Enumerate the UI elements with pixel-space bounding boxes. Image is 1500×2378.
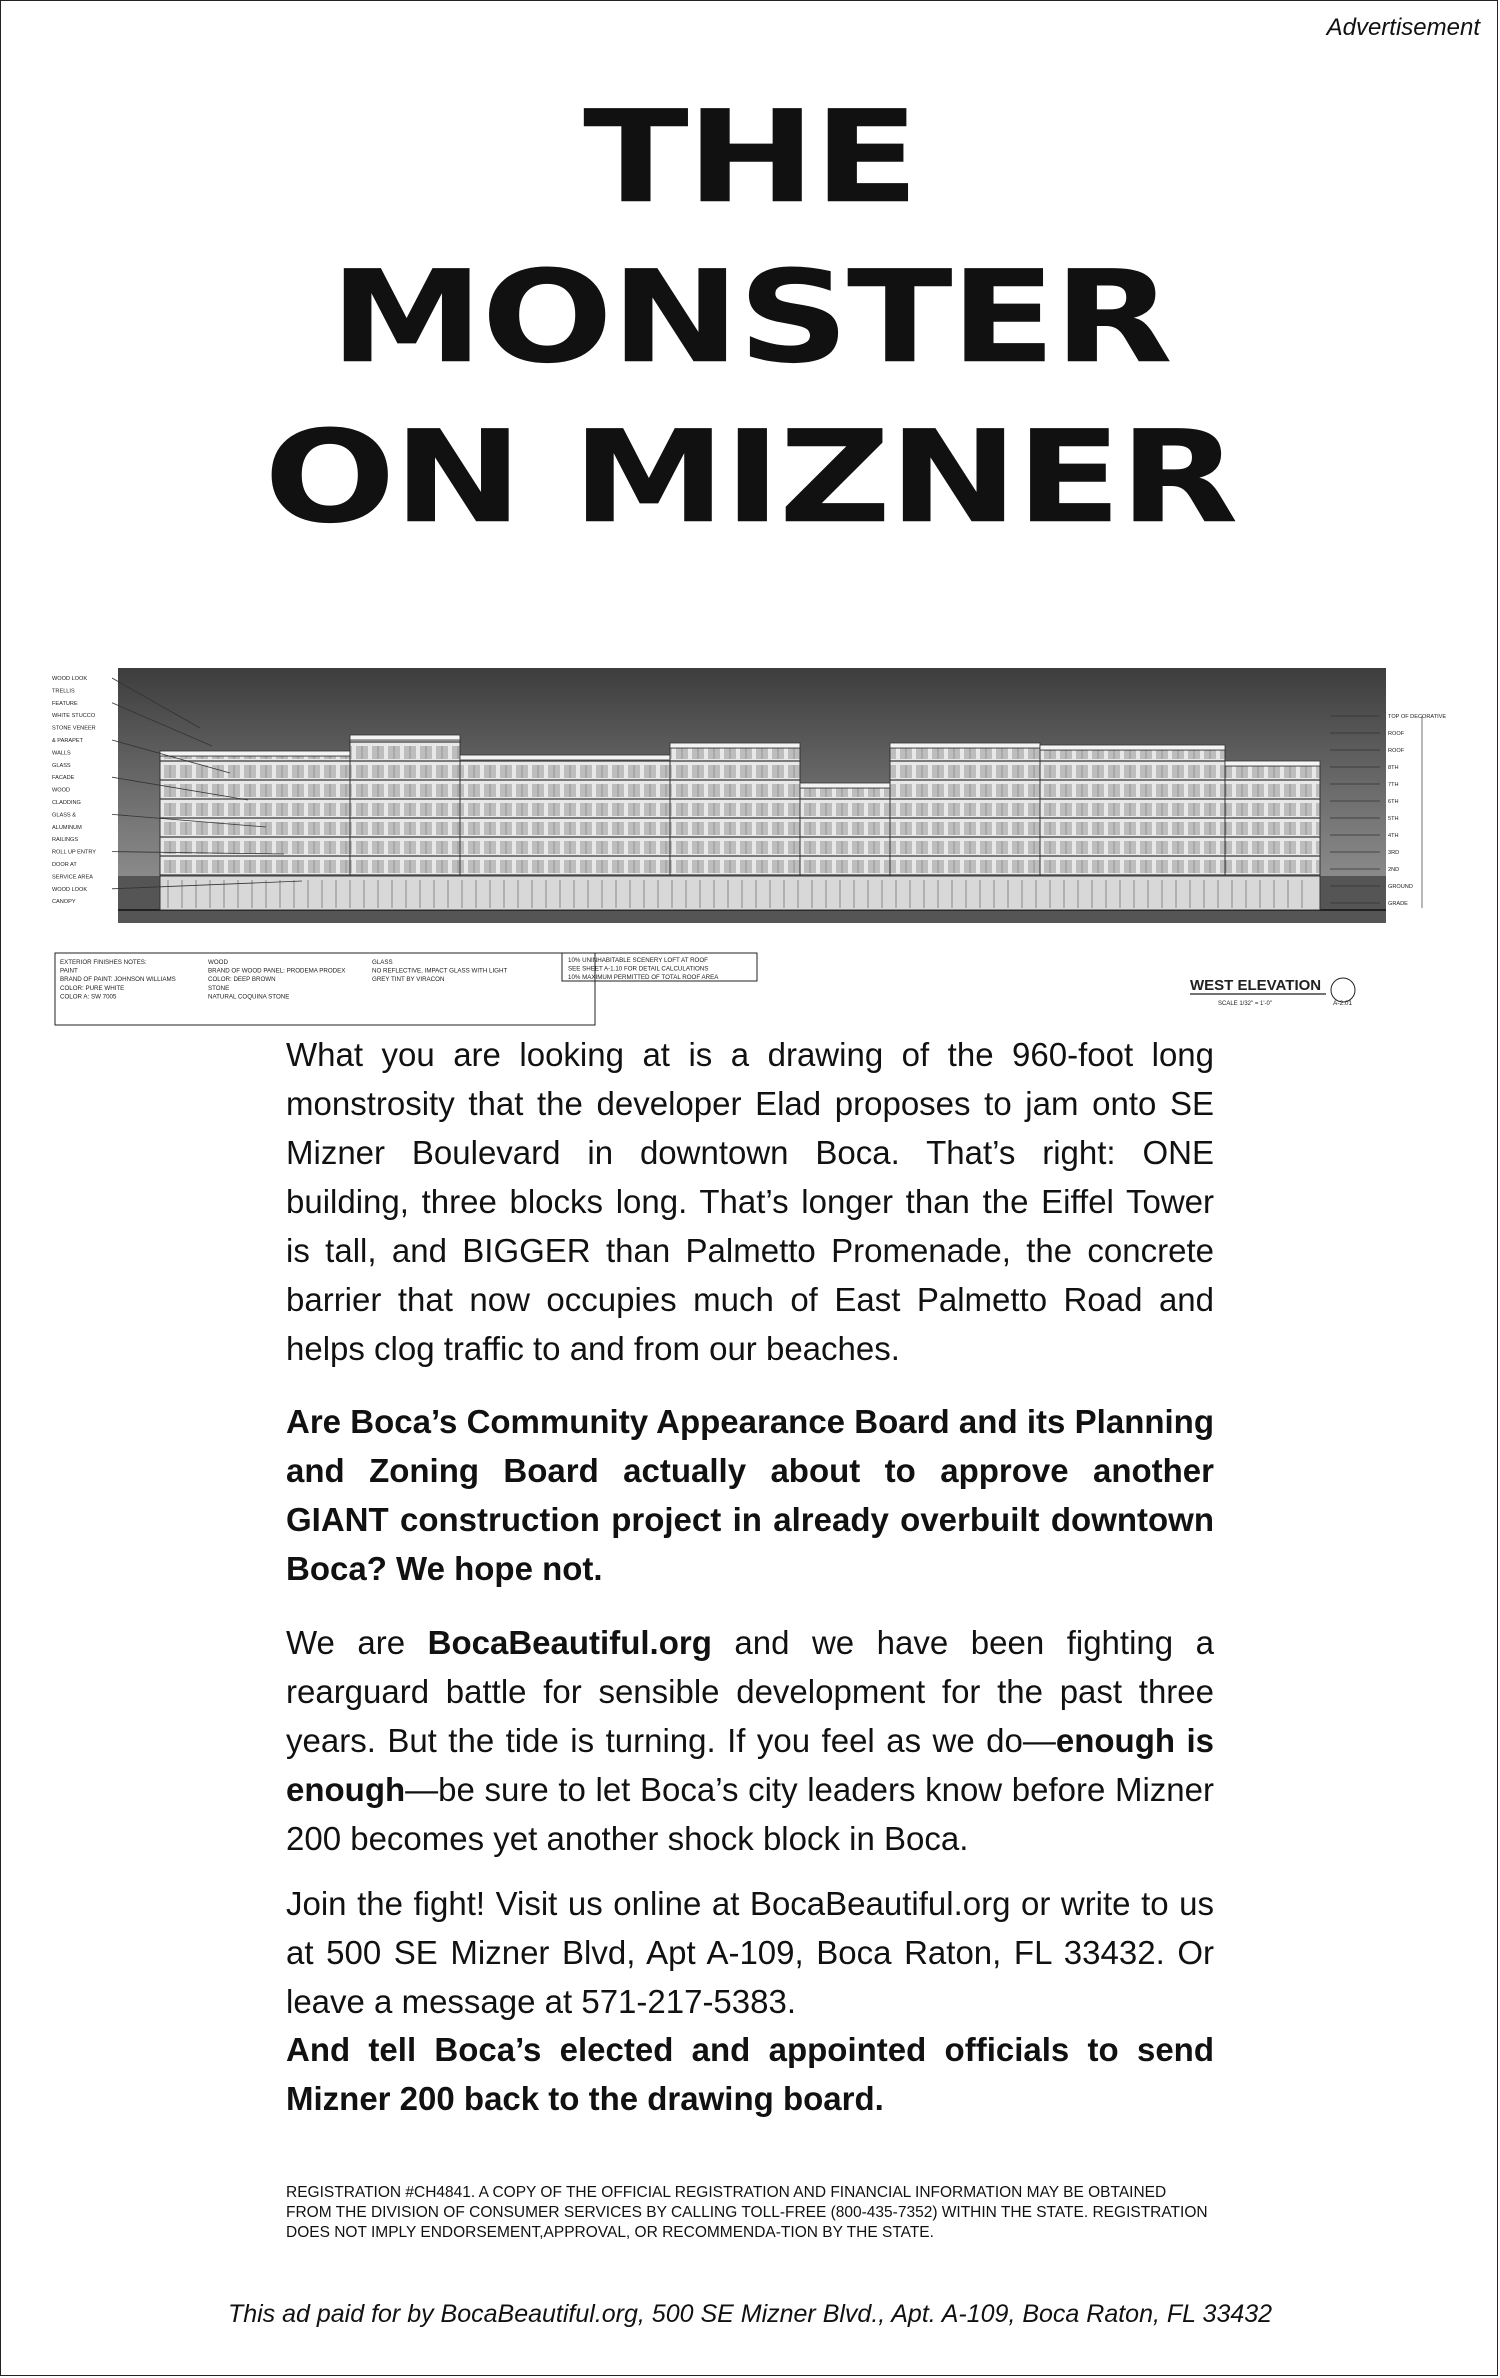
finish-note: PAINT (60, 967, 78, 975)
elevation-title: WEST ELEVATION (1190, 977, 1322, 994)
left-callout-label: & PARAPET (52, 738, 83, 744)
parapet (890, 743, 1040, 748)
podium-base (160, 876, 1320, 910)
headline (0, 78, 1500, 558)
finish-note: 10% UNINHABITABLE SCENERY LOFT AT ROOF (568, 957, 708, 964)
parapet (1225, 761, 1320, 766)
advertisement-label: Advertisement (1326, 14, 1480, 41)
left-callout-label: WOOD LOOK (52, 676, 88, 682)
left-callout-label: WOOD LOOK (52, 886, 88, 893)
paid-for-by-footer: This ad paid for by BocaBeautiful.org, 500 SE Mizner Blvd., Apt. A-109, Boca Raton, FL 33432 (227, 2300, 1273, 2328)
level-mark-label: 4TH (1388, 833, 1399, 839)
parapet (800, 783, 890, 788)
left-callout-label: TRELLIS (52, 688, 75, 695)
left-callout-label: RAILINGS (52, 837, 79, 844)
level-mark-label: ROOF (1388, 731, 1405, 737)
headline-line-3: ON MIZNER (263, 403, 1237, 553)
left-callout-label: DOOR AT (52, 862, 77, 868)
left-callout-label: FACADE (52, 775, 75, 782)
finish-note: COLOR: PURE WHITE (60, 984, 125, 992)
registration-disclaimer: REGISTRATION #CH4841. A COPY OF THE OFFICIAL REGISTRATION AND FINANCIAL INFORMATION MAY BE OBTAINED FROM THE DIVISION OF CONSUMER SERVICES BY CALLING TOLL-FREE (800-435-7352) WITHIN THE STATE. REGISTRATION DOES NOT IMPLY ENDORSEMENT,APPROVAL, OR RECOMMENDA-TION BY THE STATE. (286, 2184, 1208, 2241)
left-callouts (52, 676, 96, 905)
body-paragraph-5: And tell Boca’s elected and appointed officials to send Mizner 200 back to the drawing board. (286, 2031, 1214, 2117)
level-mark-label: 7TH (1388, 782, 1399, 788)
finish-note: BRAND OF WOOD PANEL: PRODEMA PRODEX (208, 967, 346, 975)
level-mark-label: GROUND (1388, 884, 1413, 890)
left-callout-label: FEATURE (52, 700, 78, 707)
elevation-scale: SCALE 1/32" = 1'-0" (1218, 1001, 1272, 1007)
level-mark-label: 2ND (1388, 867, 1400, 873)
left-callout-label: WHITE STUCCO (52, 713, 96, 720)
left-callout-label: CLADDING (52, 800, 81, 806)
left-callout-label: CANOPY (52, 899, 76, 906)
finish-note: 10% MAXIMUM PERMITTED OF TOTAL ROOF AREA (568, 974, 719, 982)
left-callout-label: ALUMINUM (52, 824, 82, 831)
body-paragraph-3 (286, 1618, 1214, 1863)
building-masses (160, 735, 1320, 910)
west-elevation-drawing (50, 668, 1450, 1038)
parapet (460, 755, 675, 760)
finish-note: BRAND OF PAINT: JOHNSON WILLIAMS (60, 976, 176, 984)
level-mark-label: GRADE (1388, 901, 1408, 907)
parapet (670, 743, 800, 748)
left-callout-label: WALLS (52, 750, 71, 757)
finish-note: GREY TINT BY VIRACON (372, 976, 445, 984)
level-mark-label: 6TH (1388, 799, 1399, 805)
p3-part-1: We are (286, 1624, 428, 1661)
left-callout-label: WOOD (52, 787, 71, 794)
p3-part-5: —be sure to let Boca’s city leaders know before Mizner 200 becomes yet another shock block in Boca. (286, 1771, 1214, 1857)
finish-note: EXTERIOR FINISHES NOTES: (60, 959, 147, 966)
finish-note: GLASS (372, 959, 393, 966)
left-callout-label: STONE VENEER (52, 725, 96, 732)
finish-notes (55, 953, 757, 1025)
left-callout-label: GLASS & (52, 812, 76, 819)
bocabeautiful-name: BocaBeautiful.org (427, 1624, 712, 1661)
finish-note: SEE SHEET A-1.10 FOR DETAIL CALCULATIONS (568, 965, 709, 973)
body-paragraph-1: What you are looking at is a drawing of the 960-foot long monstrosity that the developer Elad proposes to jam onto SE Mizner Boulevard in downtown Boca. That’s right: ONE building, three blocks long. That’s longer than the Eiffel Tower is tall, and BIGGER than Palmetto Promenade, the concrete barrier that now occupies much of East Palmetto Road and helps clog traffic to and from our beaches. (286, 1036, 1214, 1367)
level-mark-label: 3RD (1388, 850, 1400, 856)
left-callout-label: ROLL UP ENTRY (52, 849, 97, 856)
body-paragraph-2: Are Boca’s Community Appearance Board and its Planning and Zoning Board actually about to approve another GIANT construction project in already overbuilt downtown Boca? We hope not. (286, 1403, 1214, 1587)
level-mark-label: 5TH (1388, 816, 1399, 822)
finish-note: NO REFLECTIVE, IMPACT GLASS WITH LIGHT (372, 967, 508, 975)
parapet (1040, 745, 1225, 750)
left-callout-label: GLASS (52, 762, 71, 769)
enough-is-enough: enough is enough (286, 1722, 1214, 1808)
body-paragraph-4: Join the fight! Visit us online at BocaBeautiful.org or write to us at 500 SE Mizner Blvd, Apt A-109, Boca Raton, FL 33432. Or leave a message at 571-217-5383. (286, 1885, 1214, 2020)
finish-note: STONE (208, 984, 230, 992)
headline-line-2: MONSTER (329, 243, 1171, 393)
p3-part-3: and we have been fighting a rearguard battle for sensible development for the past three years. But the tide is turning. If you feel as we do— (286, 1624, 1214, 1759)
finish-note: COLOR: DEEP BROWN (208, 976, 276, 984)
level-mark-label: ROOF (1388, 748, 1405, 754)
sheet-number: A-2.01 (1333, 1000, 1353, 1007)
finish-note: WOOD (208, 959, 228, 966)
headline-line-1: THE (583, 83, 917, 233)
left-callout-label: SERVICE AREA (52, 874, 93, 881)
level-mark-label: TOP OF DECORATIVE (1388, 714, 1447, 720)
level-mark-label: 8TH (1388, 765, 1399, 771)
sheet-marker (1331, 978, 1355, 1002)
finish-note: NATURAL COQUINA STONE (208, 993, 290, 1001)
parapet (160, 751, 370, 756)
finish-note: COLOR A: SW 7005 (60, 993, 117, 1001)
parapet (350, 735, 460, 740)
